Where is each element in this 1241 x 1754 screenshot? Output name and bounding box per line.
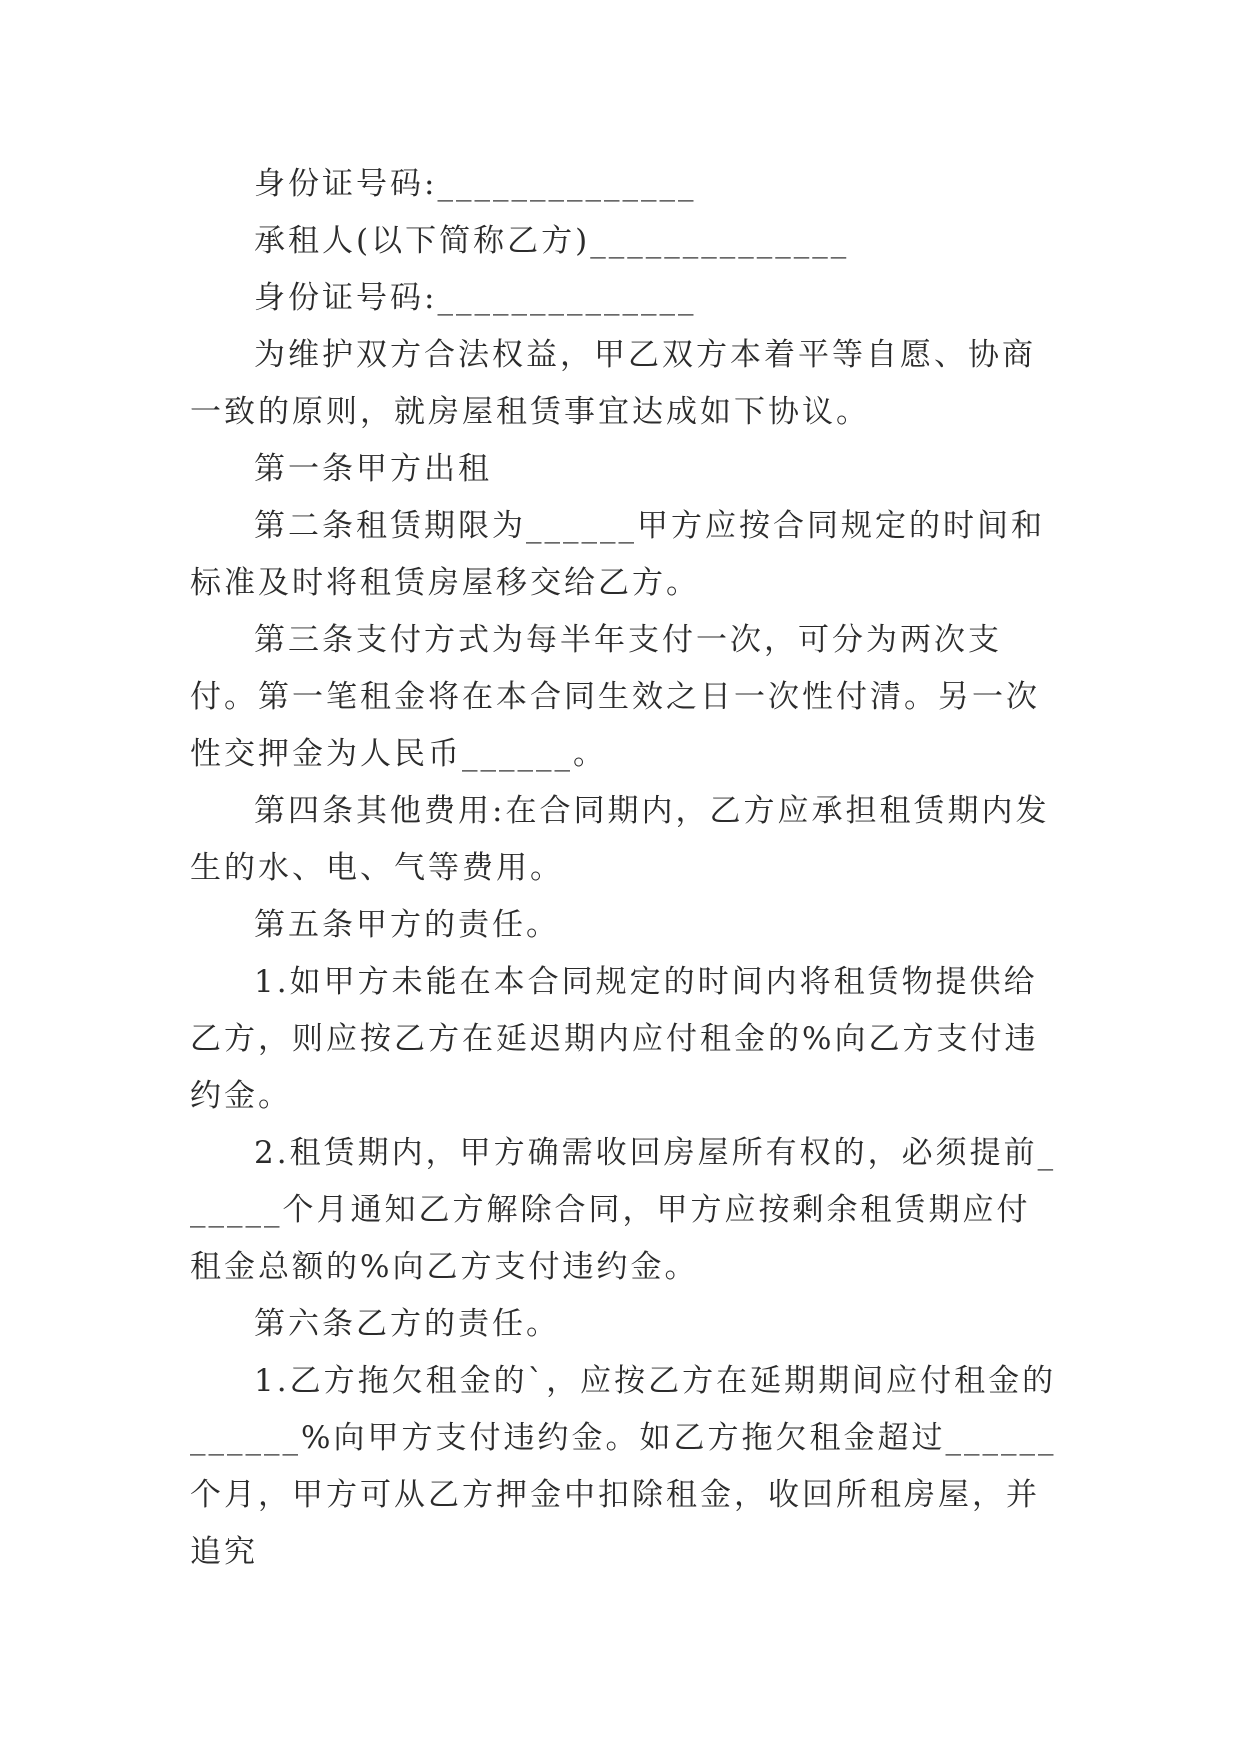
article-3: 第三条支付方式为每半年支付一次，可分为两次支付。第一笔租金将在本合同生效之日一次性付清。另一次性交押金为人民币______。	[190, 622, 1040, 772]
tenant-line: 承租人(以下简称乙方)______________	[254, 223, 850, 259]
article-2: 第二条租赁期限为______甲方应按合同规定的时间和标准及时将租赁房屋移交给乙方。	[190, 508, 1045, 601]
id-number-landlord: 身份证号码:______________	[254, 166, 697, 202]
article-1: 第一条甲方出租	[254, 451, 492, 487]
article-5-item-2: 2.租赁期内，甲方确需收回房屋所有权的，必须提前______个月通知乙方解除合同，甲方应按剩余租赁期应付租金总额的%向乙方支付违约金。	[190, 1135, 1057, 1285]
article-6-item-1: 1.乙方拖欠租金的`，应按乙方在延期期间应付租金的______%向甲方支付违约金。如乙方拖欠租金超过______个月，甲方可从乙方押金中扣除租金，收回所租房屋，并追究	[190, 1363, 1057, 1570]
article-5-heading: 第五条甲方的责任。	[254, 907, 560, 943]
id-number-tenant: 身份证号码:______________	[254, 280, 697, 316]
article-5-item-1: 1.如甲方未能在本合同规定的时间内将租赁物提供给乙方，则应按乙方在延迟期内应付租金的%向乙方支付违约金。	[190, 964, 1039, 1114]
preamble-paragraph: 为维护双方合法权益，甲乙双方本着平等自愿、协商一致的原则，就房屋租赁事宜达成如下协议。	[190, 337, 1036, 430]
article-6-heading: 第六条乙方的责任。	[254, 1306, 560, 1342]
document-body	[190, 156, 1060, 1581]
article-4: 第四条其他费用:在合同期内，乙方应承担租赁期内发生的水、电、气等费用。	[190, 793, 1050, 886]
